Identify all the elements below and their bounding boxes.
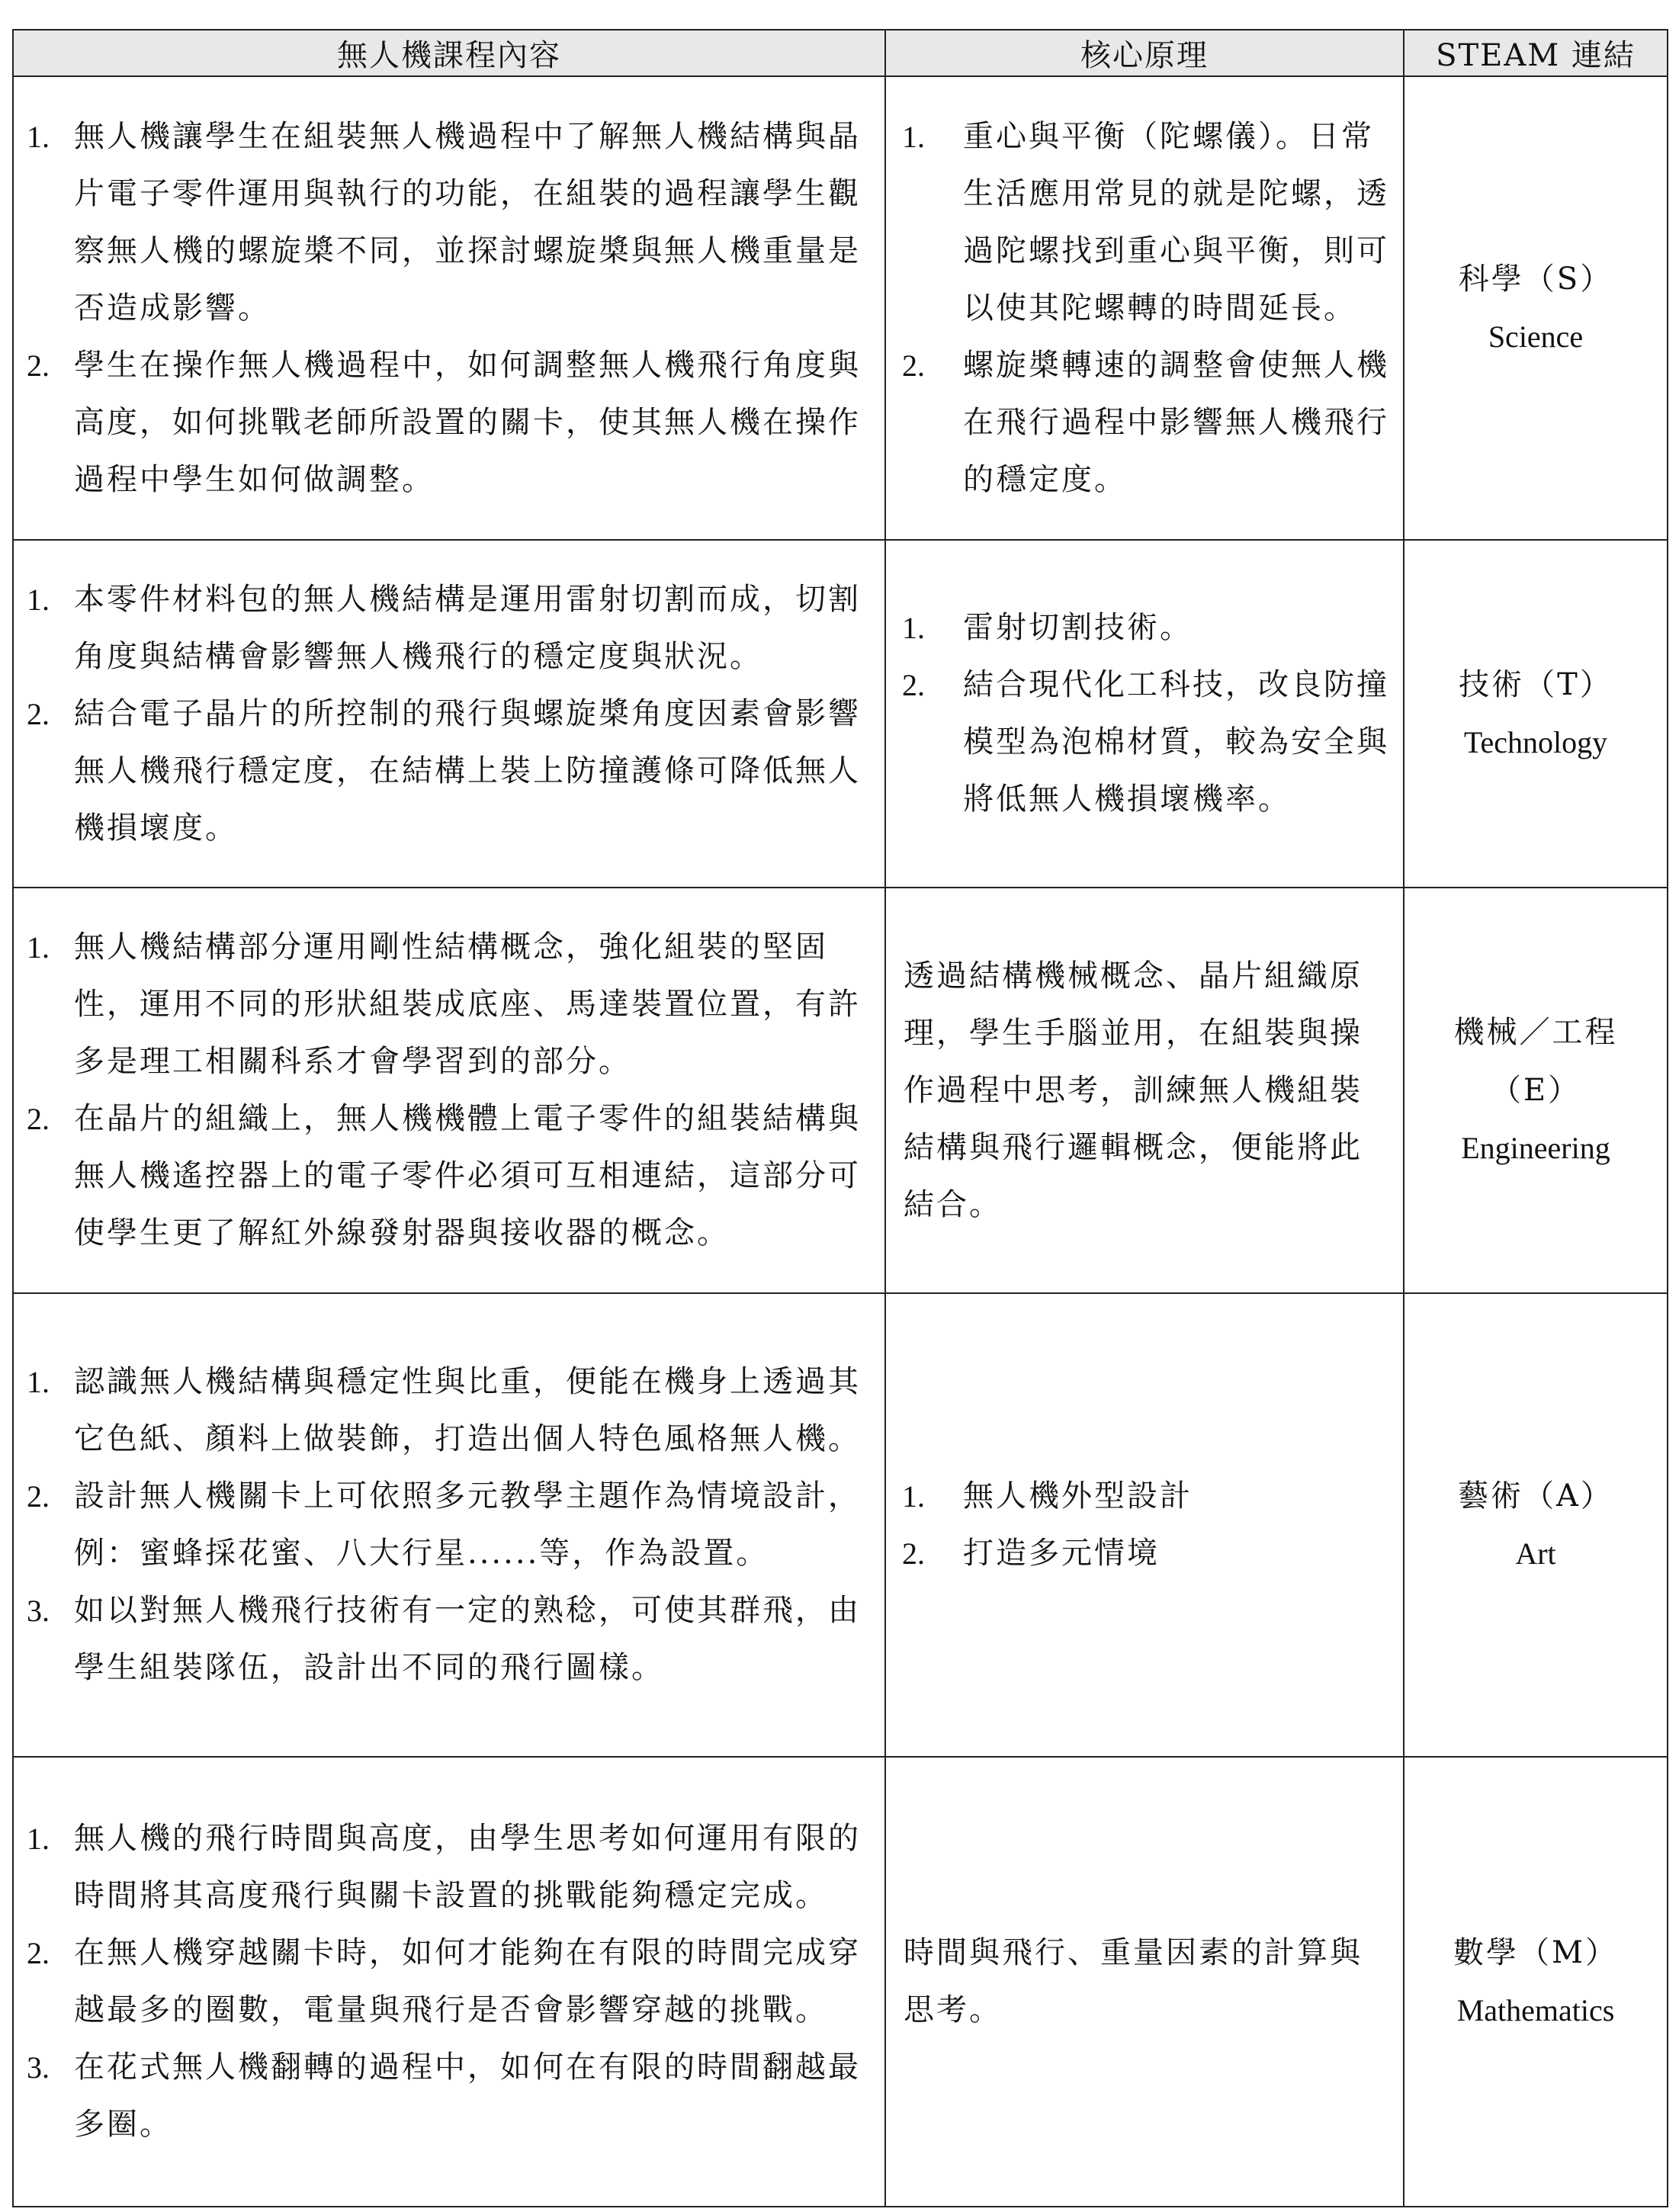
list-item — [887, 599, 1393, 657]
item-number: 1. — [902, 1479, 925, 1514]
list-item — [887, 1468, 1393, 1525]
list-item — [14, 2039, 875, 2153]
steam-link-chinese: 機械／工程 — [1453, 1015, 1618, 1050]
core-principle-text: 透過結構機械概念、晶片組織原理，學生手腦並用，在組裝與操作過程中思考，訓練無人機組裝結構與飛行邏輯概念，便能將此結合。 — [904, 958, 1363, 1222]
numbered-list — [887, 1468, 1402, 1582]
item-number: 2. — [902, 1536, 925, 1571]
list-item — [14, 1582, 875, 1697]
header-steam-link: STEAM 連結 — [1404, 30, 1668, 76]
steam-link-cell — [1404, 1757, 1668, 2207]
header-core-principle: 核心原理 — [885, 30, 1404, 76]
list-item — [14, 1353, 875, 1468]
list-item — [14, 1810, 875, 1925]
item-number: 1. — [902, 611, 925, 645]
steam-link-english: Engineering — [1461, 1131, 1610, 1165]
steam-course-table — [12, 29, 1668, 2207]
item-number: 2. — [902, 348, 925, 383]
steam-link-english: Technology — [1463, 725, 1608, 759]
steam-link-cell — [1404, 540, 1668, 888]
steam-link-letter: （E） — [1490, 1073, 1581, 1108]
list-item — [14, 571, 875, 685]
table-row — [13, 1293, 1668, 1757]
core-principle-cell — [885, 888, 1404, 1293]
numbered-list — [14, 1810, 884, 2153]
item-number: 1. — [27, 1822, 50, 1856]
list-item — [14, 337, 875, 509]
steam-link-cell — [1404, 888, 1668, 1293]
item-text: 認識無人機結構與穩定性與比重，便能在機身上透過其它色紙、顏料上做裝飾，打造出個人特色風格無人機。 — [74, 1364, 861, 1456]
item-text: 無人機結構部分運用剛性結構概念，強化組裝的堅固性，運用不同的形狀組裝成底座、馬達裝置位置，有許多是理工相關科系才會學習到的部分。 — [74, 929, 861, 1079]
list-item — [14, 1468, 875, 1582]
table-row — [13, 1757, 1668, 2207]
item-number: 2. — [27, 1936, 50, 1970]
item-text: 無人機讓學生在組裝無人機過程中了解無人機結構與晶片電子零件運用與執行的功能，在組裝的過程讓學生觀察無人機的螺旋槳不同，並探討螺旋槳與無人機重量是否造成影響。 — [74, 118, 861, 326]
item-number: 1. — [27, 582, 50, 617]
item-number: 2. — [27, 1102, 50, 1136]
table-body — [13, 76, 1668, 2207]
course-content-cell — [13, 888, 885, 1293]
list-item — [14, 108, 875, 337]
steam-link-english: Art — [1515, 1536, 1556, 1571]
course-content-cell — [13, 1757, 885, 2207]
steam-link-chinese: 數學（M） — [1453, 1935, 1618, 1970]
numbered-list — [887, 108, 1402, 509]
table-row — [13, 76, 1668, 540]
numbered-list — [14, 108, 884, 509]
item-text: 在無人機穿越關卡時，如何才能夠在有限的時間完成穿越最多的圈數，電量與飛行是否會影響穿越的挑戰。 — [74, 1935, 861, 2027]
numbered-list — [14, 1353, 884, 1697]
table-row — [13, 888, 1668, 1293]
item-text: 重心與平衡（陀螺儀）。日常生活應用常見的就是陀螺，透過陀螺找到重心與平衡，則可以使其陀螺轉的時間延長。 — [963, 118, 1389, 326]
steam-link-cell — [1404, 76, 1668, 540]
item-text: 在花式無人機翻轉的過程中，如何在有限的時間翻越最多圈。 — [74, 2050, 861, 2142]
list-item — [887, 1525, 1393, 1582]
list-item — [14, 685, 875, 857]
header-course-content: 無人機課程內容 — [13, 30, 885, 76]
item-number: 3. — [27, 1594, 50, 1628]
course-content-cell — [13, 540, 885, 888]
table-header-row — [13, 30, 1668, 76]
item-text: 在晶片的組織上，無人機機體上電子零件的組裝結構與無人機遙控器上的電子零件必須可互相連結，這部分可使學生更了解紅外線發射器與接收器的概念。 — [74, 1101, 861, 1250]
list-item — [887, 657, 1393, 828]
item-number: 1. — [27, 930, 50, 965]
item-text: 無人機外型設計 — [963, 1478, 1193, 1514]
steam-link-english: Mathematics — [1456, 1993, 1615, 2027]
item-text: 螺旋槳轉速的調整會使無人機在飛行過程中影響無人機飛行的穩定度。 — [963, 347, 1389, 497]
item-number: 1. — [27, 119, 50, 154]
steam-link-chinese: 科學（S） — [1458, 262, 1613, 297]
steam-link-english: Science — [1488, 319, 1584, 354]
item-text: 本零件材料包的無人機結構是運用雷射切割而成，切割角度與結構會影響無人機飛行的穩定度與狀況。 — [74, 581, 861, 674]
item-text: 如以對無人機飛行技術有一定的熟稔，可使其群飛，由學生組裝隊伍，設計出不同的飛行圖樣。 — [74, 1593, 861, 1685]
core-principle-cell — [885, 1757, 1404, 2207]
core-principle-text: 時間與飛行、重量因素的計算與思考。 — [904, 1935, 1363, 2027]
core-principle-cell — [885, 540, 1404, 888]
course-content-cell — [13, 76, 885, 540]
item-number: 3. — [27, 2050, 50, 2085]
steam-link-cell — [1404, 1293, 1668, 1757]
numbered-list — [887, 599, 1402, 828]
item-text: 雷射切割技術。 — [963, 610, 1193, 645]
item-number: 1. — [902, 119, 925, 154]
steam-link-chinese: 技術（T） — [1459, 667, 1613, 702]
course-content-cell — [13, 1293, 885, 1757]
item-number: 2. — [27, 1479, 50, 1514]
list-item — [14, 1925, 875, 2039]
item-text: 無人機的飛行時間與高度，由學生思考如何運用有限的時間將其高度飛行與關卡設置的挑戰能夠穩定完成。 — [74, 1821, 861, 1913]
item-text: 設計無人機關卡上可依照多元教學主題作為情境設計，例：蜜蜂採花蜜、八大行星......等，作為設置。 — [74, 1478, 861, 1571]
list-item — [14, 1090, 875, 1262]
list-item — [14, 919, 875, 1090]
item-number: 2. — [27, 696, 50, 731]
numbered-list — [14, 919, 884, 1262]
item-number: 2. — [902, 668, 925, 702]
item-number: 2. — [27, 348, 50, 383]
list-item — [887, 108, 1393, 337]
numbered-list — [14, 571, 884, 857]
steam-link-chinese: 藝術（A） — [1458, 1478, 1613, 1514]
item-number: 1. — [27, 1365, 50, 1399]
item-text: 打造多元情境 — [963, 1536, 1160, 1571]
table-row — [13, 540, 1668, 888]
item-text: 學生在操作無人機過程中，如何調整無人機飛行角度與高度，如何挑戰老師所設置的關卡，使其無人機在操作過程中學生如何做調整。 — [74, 347, 861, 497]
list-item — [887, 337, 1393, 509]
core-principle-cell — [885, 76, 1404, 540]
item-text: 結合電子晶片的所控制的飛行與螺旋槳角度因素會影響無人機飛行穩定度，在結構上裝上防撞護條可降低無人機損壞度。 — [74, 695, 861, 846]
core-principle-cell — [885, 1293, 1404, 1757]
item-text: 結合現代化工科技，改良防撞模型為泡棉材質，較為安全與將低無人機損壞機率。 — [963, 667, 1389, 817]
